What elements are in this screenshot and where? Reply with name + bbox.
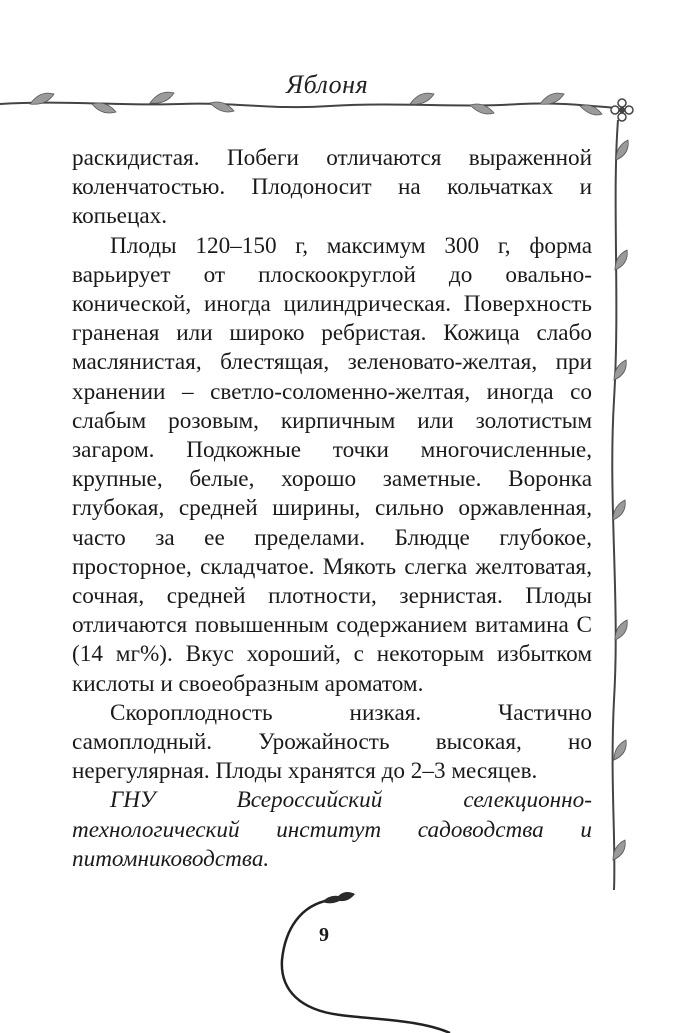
leaf-icon bbox=[613, 840, 625, 860]
page-number: 9 bbox=[319, 924, 329, 946]
leaf-icon bbox=[210, 102, 234, 112]
leaf-icon bbox=[613, 500, 625, 520]
paragraph: Плоды 120–150 г, максимум 300 г, форма варьирует от плоскоокруглой до овально-конической, иногда цилиндрическая. Поверхность граненая или широко ребристая. Кожица слабо маслянистая, блестящая, зеленовато-желтая, при хранении – светло-соломенно-желтая, иногда со слабым розовым, кирпичным или золотистым загаром. Подкожные точки многочисленные, крупные, белые, хорошо заметные. Воронка глубокая, средней ширины, сильно оржавленная, часто за ее пределами. Блюдце глубокое, просторное, складчатое. Мякоть слегка желтоватая, сочная, средней плотности, зернистая. Плоды отличаются повышенным содержанием витамина С (14 мг%). Вкус хороший, с некоторым избытком кислоты и своеобразным ароматом. bbox=[72, 232, 592, 697]
paragraph: раскидистая. Побеги отличаются выраженной коленчатостью. Плодоносит на кольчатках и копьецах. bbox=[72, 145, 592, 230]
leaf-icon bbox=[322, 896, 344, 904]
leaf-icon bbox=[615, 250, 627, 270]
right-vine-leaves bbox=[613, 140, 628, 860]
leaf-icon bbox=[410, 93, 434, 104]
right-vine-line bbox=[612, 120, 618, 890]
article-body bbox=[72, 144, 592, 874]
leaf-icon bbox=[540, 93, 564, 104]
leaf-icon bbox=[30, 93, 54, 104]
leaf-icon bbox=[615, 620, 627, 640]
leaf-icon bbox=[470, 104, 494, 114]
top-vine-line bbox=[0, 103, 616, 108]
bottom-swirl-vine bbox=[282, 900, 450, 1033]
bottom-vine-leaves bbox=[322, 892, 355, 903]
paragraph: Скороплодность низкая. Частично самоплодный. Урожайность высокая, но нерегулярная. Плоды хранятся до 2–3 месяцев. bbox=[72, 699, 592, 785]
leaf-icon bbox=[614, 740, 626, 760]
leaf-icon bbox=[580, 105, 602, 115]
source-credit: ГНУ Всероссийский селекционно-технологический институт садоводства и питомниководства. bbox=[72, 787, 592, 872]
page-header-title: Яблоня bbox=[286, 70, 369, 99]
leaf-icon bbox=[150, 92, 174, 103]
flower-icon bbox=[611, 99, 633, 121]
leaf-icon bbox=[614, 360, 626, 380]
leaf-icon bbox=[616, 140, 628, 160]
leaf-icon bbox=[92, 103, 116, 113]
leaf-icon bbox=[335, 892, 355, 901]
